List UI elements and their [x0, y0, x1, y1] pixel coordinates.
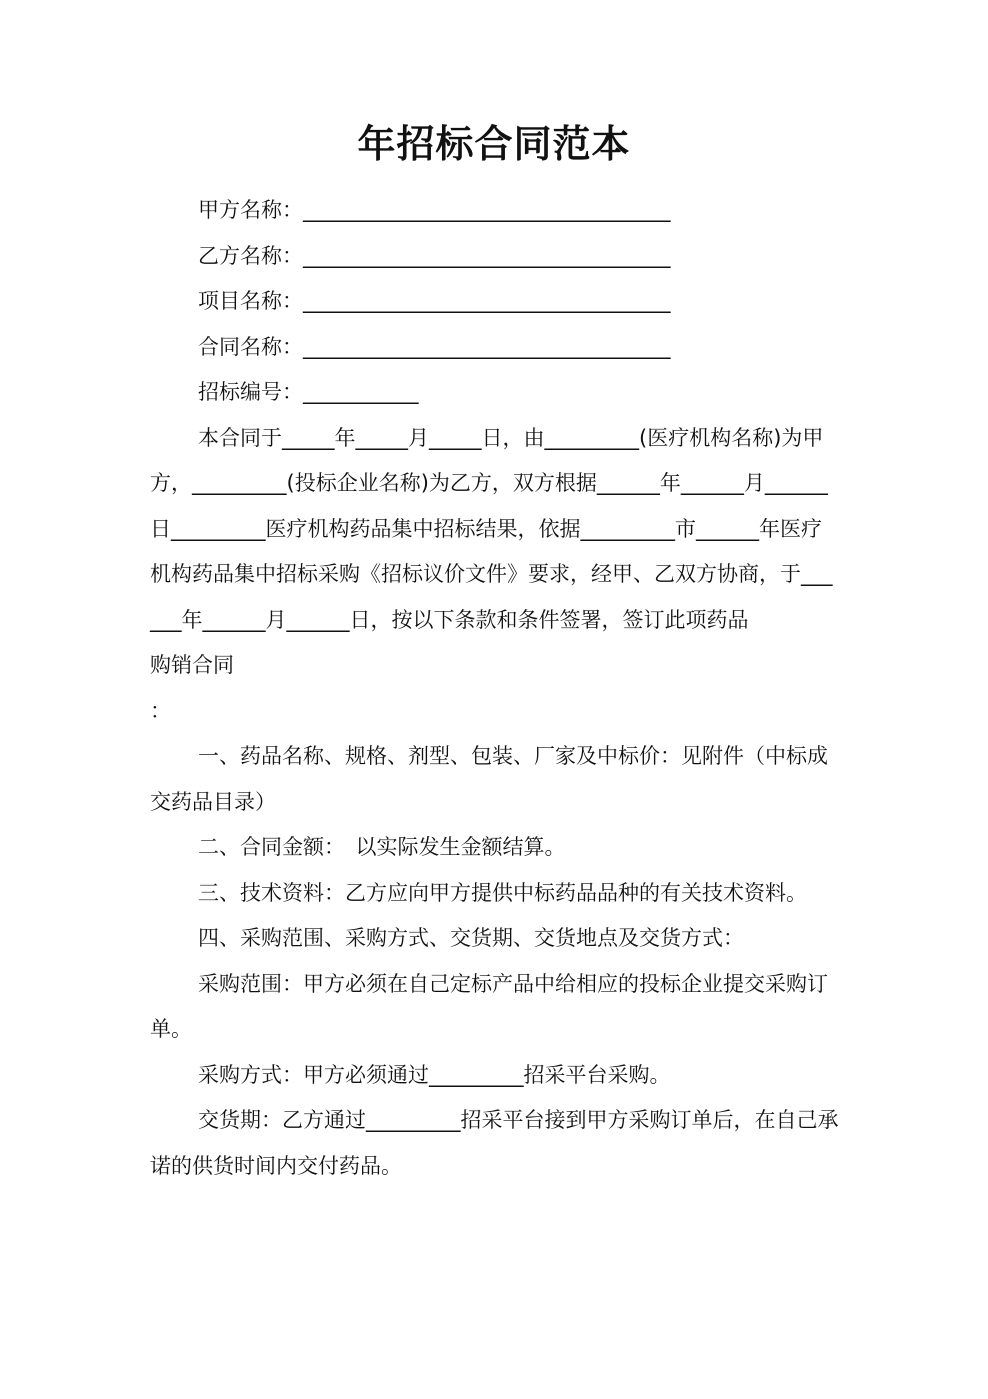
document-title: 年招标合同范本: [357, 122, 631, 166]
purchase-scope: 采购范围：甲方必须在自己定标产品中给相应的投标企业提交采购订单。: [150, 971, 828, 1041]
clause-3: 三、技术资料：乙方应向甲方提供中标药品品种的有关技术资料。: [198, 880, 807, 905]
tender-number-blank: ___________: [303, 380, 419, 404]
intro-line-2: 购销合同: [150, 653, 234, 677]
contract-name-blank: ___________________________________: [303, 334, 671, 359]
party-a-field: [150, 188, 840, 234]
delivery-period: 交货期：乙方通过_________招采平台接到甲方采购订单后，在自己承诺的供货时间内交付药品。: [150, 1108, 839, 1178]
party-a-blank: ___________________________________: [303, 198, 671, 222]
clause-2: 二、合同金额： 以实际发生金额结算。: [198, 835, 566, 859]
contract-name-label: 合同名称：: [198, 334, 303, 359]
tender-number-field: [150, 370, 840, 416]
project-name-label: 项目名称：: [198, 289, 303, 313]
party-b-blank: ___________________________________: [303, 243, 671, 268]
clause-4: 四、采购范围、采购方式、交货期、交货地点及交货方式：: [198, 926, 744, 950]
party-a-label: 甲方名称：: [198, 198, 303, 222]
contract-name-field: [150, 325, 840, 371]
party-b-label: 乙方名称：: [198, 243, 303, 268]
intro-paragraph: 本合同于_____年_____月_____日，由_________(医疗机构名称)为甲方，_________(投标企业名称)为乙方，双方根据______年______月______日_________医疗机构药品集中招标结果，依据_________市______年医疗机构药品集中招标采购《招标议价文件》要求，经甲、乙双方协商，于______年______月______日，按以下条款和条件签署，签订此项药品: [150, 425, 833, 632]
purchase-method: 采购方式：甲方必须通过_________招采平台采购。: [198, 1062, 671, 1087]
tender-number-label: 招标编号：: [198, 380, 303, 404]
project-name-field: [150, 279, 840, 325]
party-b-field: [150, 234, 840, 280]
intro-line-3: ：: [150, 698, 171, 723]
clause-1: 一、药品名称、规格、剂型、包装、厂家及中标价：见附件（中标成交药品目录）: [150, 744, 828, 814]
project-name-blank: ___________________________________: [303, 289, 671, 313]
document-body: [150, 188, 840, 1189]
